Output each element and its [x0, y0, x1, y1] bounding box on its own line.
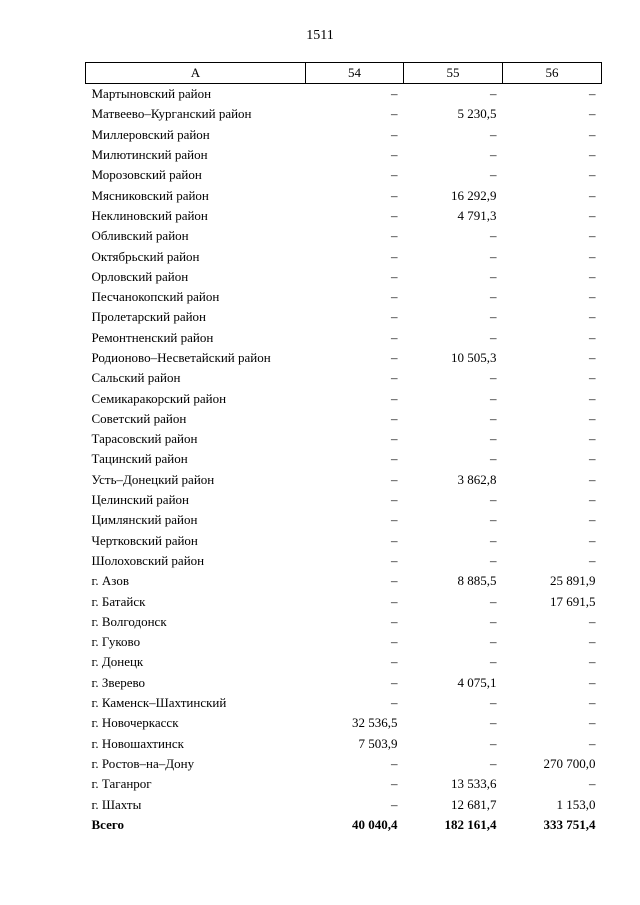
value-cell: – — [589, 268, 596, 284]
value-cell: – — [391, 410, 398, 426]
table-body — [86, 84, 602, 835]
value-cell: – — [589, 187, 596, 203]
table-row — [86, 409, 602, 429]
table-row — [86, 267, 602, 287]
value-cell: 333 751,4 — [543, 816, 596, 832]
page-number: 1511 — [306, 28, 334, 43]
table-row — [86, 490, 602, 510]
table-row — [86, 145, 602, 165]
value-cell: – — [490, 228, 497, 244]
value-cell: – — [589, 695, 596, 711]
row-label-cell: Миллеровский район — [91, 126, 210, 142]
value-cell: – — [589, 289, 596, 305]
table-row — [86, 693, 602, 713]
value-cell: – — [490, 451, 497, 467]
row-label-cell: Милютинский район — [91, 147, 208, 163]
value-cell: – — [589, 309, 596, 325]
table-row — [86, 734, 602, 754]
value-cell: 270 700,0 — [543, 755, 596, 771]
value-cell: – — [490, 593, 497, 609]
value-cell: – — [490, 695, 497, 711]
value-cell: – — [391, 329, 398, 345]
value-cell: – — [391, 654, 398, 670]
table-row — [86, 206, 602, 226]
table-header-row — [86, 63, 602, 84]
row-label-cell: Всего — [91, 816, 124, 832]
row-label-cell: Обливский район — [91, 228, 189, 244]
value-cell: 4 075,1 — [457, 674, 497, 690]
value-cell: – — [589, 492, 596, 508]
table-row — [86, 328, 602, 348]
value-cell: 25 891,9 — [550, 573, 596, 589]
column-header: А — [86, 63, 306, 84]
value-cell: – — [391, 613, 398, 629]
value-cell: – — [391, 370, 398, 386]
value-cell: – — [589, 86, 596, 102]
table-row — [86, 632, 602, 652]
value-cell: – — [589, 228, 596, 244]
value-cell: – — [490, 248, 497, 264]
data-table — [85, 62, 602, 835]
row-label-cell: Шолоховский район — [91, 552, 205, 568]
value-cell: – — [589, 350, 596, 365]
value-cell: – — [589, 471, 596, 487]
table-row — [86, 551, 602, 571]
value-cell: – — [589, 776, 596, 792]
row-label-cell: Родионово–Несветайский район — [91, 350, 271, 365]
value-cell: – — [490, 492, 497, 508]
value-cell: – — [391, 268, 398, 284]
value-cell: – — [490, 147, 497, 163]
value-cell: – — [391, 674, 398, 690]
table-row — [86, 104, 602, 124]
value-cell: 5 230,5 — [457, 106, 497, 122]
value-cell: – — [490, 431, 497, 447]
row-label-cell: г. Азов — [91, 573, 129, 589]
table-row — [86, 388, 602, 408]
value-cell: – — [589, 451, 596, 467]
value-cell: 7 503,9 — [358, 735, 398, 751]
value-cell: – — [391, 776, 398, 792]
row-label-cell: Неклиновский район — [91, 207, 208, 223]
row-label-cell: Усть–Донецкий район — [91, 471, 215, 487]
row-label-cell: Пролетарский район — [91, 309, 207, 325]
value-cell: – — [589, 126, 596, 142]
value-cell: – — [589, 167, 596, 183]
column-header: 54 — [306, 63, 404, 84]
value-cell: – — [589, 613, 596, 629]
row-label-cell: г. Новошахтинск — [91, 735, 184, 751]
value-cell: – — [391, 126, 398, 142]
value-cell: – — [391, 350, 398, 365]
value-cell: – — [490, 715, 497, 731]
value-cell: 182 161,4 — [444, 816, 497, 832]
value-cell: – — [589, 248, 596, 264]
row-label-cell: г. Каменск–Шахтинский — [91, 695, 227, 711]
table-row — [86, 774, 602, 794]
value-cell: – — [490, 512, 497, 528]
row-label-cell: г. Зверево — [91, 674, 146, 690]
row-label-cell: Чертковский район — [91, 532, 198, 548]
value-cell: – — [391, 471, 398, 487]
table-row — [86, 246, 602, 266]
value-cell: 10 505,3 — [451, 350, 497, 365]
table-row — [86, 348, 602, 368]
value-cell: – — [490, 755, 497, 771]
value-cell: – — [490, 329, 497, 345]
value-cell: – — [490, 268, 497, 284]
value-cell: – — [589, 147, 596, 163]
value-cell: – — [391, 532, 398, 548]
value-cell: – — [391, 147, 398, 163]
value-cell: – — [490, 735, 497, 751]
value-cell: – — [589, 329, 596, 345]
table-row — [86, 754, 602, 774]
value-cell: – — [391, 390, 398, 406]
value-cell: – — [589, 390, 596, 406]
table-total-row — [86, 815, 602, 835]
value-cell: – — [490, 410, 497, 426]
value-cell: – — [391, 228, 398, 244]
table-row — [86, 165, 602, 185]
table-row — [86, 612, 602, 632]
table-row — [86, 470, 602, 490]
value-cell: – — [589, 735, 596, 751]
value-cell: – — [589, 370, 596, 386]
table-row — [86, 226, 602, 246]
value-cell: – — [490, 309, 497, 325]
value-cell: 1 153,0 — [556, 796, 596, 812]
value-cell: – — [391, 755, 398, 771]
table-row — [86, 287, 602, 307]
row-label-cell: Песчанокопский район — [91, 289, 220, 305]
row-label-cell: Ремонтненский район — [91, 329, 214, 345]
value-cell: – — [391, 431, 398, 447]
row-label-cell: г. Гуково — [91, 634, 141, 650]
column-header: 56 — [503, 63, 602, 84]
value-cell: – — [490, 532, 497, 548]
value-cell: 16 292,9 — [451, 187, 497, 203]
row-label-cell: Октябрьский район — [91, 248, 200, 264]
value-cell: – — [589, 532, 596, 548]
value-cell: – — [490, 86, 497, 102]
value-cell: 40 040,4 — [352, 816, 398, 832]
row-label-cell: Тарасовский район — [91, 431, 198, 447]
value-cell: – — [490, 370, 497, 386]
value-cell: – — [391, 86, 398, 102]
row-label-cell: Мартыновский район — [91, 86, 212, 102]
value-cell: – — [589, 552, 596, 568]
row-label-cell: г. Таганрог — [91, 776, 152, 792]
column-header: 55 — [404, 63, 503, 84]
value-cell: – — [589, 634, 596, 650]
value-cell: – — [589, 715, 596, 731]
table-row — [86, 713, 602, 733]
row-label-cell: г. Волгодонск — [91, 613, 167, 629]
table-row — [86, 185, 602, 205]
row-label-cell: Целинский район — [91, 492, 189, 508]
row-label-cell: Орловский район — [91, 268, 189, 284]
value-cell: 17 691,5 — [550, 593, 596, 609]
value-cell: – — [589, 431, 596, 447]
value-cell: – — [490, 167, 497, 183]
row-label-cell: Сальский район — [91, 370, 181, 386]
table-row — [86, 571, 602, 591]
value-cell: – — [391, 289, 398, 305]
table-row — [86, 510, 602, 530]
value-cell: – — [391, 309, 398, 325]
value-cell: – — [490, 634, 497, 650]
value-cell: – — [490, 552, 497, 568]
value-cell: – — [391, 187, 398, 203]
table-row — [86, 673, 602, 693]
table-row — [86, 591, 602, 611]
value-cell: – — [391, 634, 398, 650]
value-cell: – — [589, 410, 596, 426]
row-label-cell: г. Донецк — [91, 654, 144, 670]
row-label-cell: Семикаракорский район — [91, 390, 227, 406]
row-label-cell: Морозовский район — [91, 167, 202, 183]
row-label-cell: г. Ростов–на–Дону — [91, 755, 195, 771]
value-cell: – — [589, 674, 596, 690]
value-cell: – — [391, 573, 398, 589]
table-row — [86, 794, 602, 814]
row-label-cell: Матвеево–Курганский район — [91, 106, 252, 122]
value-cell: – — [391, 451, 398, 467]
value-cell: – — [490, 390, 497, 406]
table-row — [86, 368, 602, 388]
row-label-cell: г. Батайск — [91, 593, 146, 609]
row-label-cell: Цимлянский район — [91, 512, 198, 528]
value-cell: – — [589, 207, 596, 223]
value-cell: 32 536,5 — [352, 715, 398, 731]
table-row — [86, 652, 602, 672]
value-cell: 12 681,7 — [451, 796, 497, 812]
table-row — [86, 531, 602, 551]
value-cell: – — [589, 512, 596, 528]
value-cell: 3 862,8 — [457, 471, 497, 487]
row-label-cell: г. Шахты — [91, 796, 142, 812]
row-label-cell: Советский район — [91, 410, 187, 426]
value-cell: – — [391, 167, 398, 183]
value-cell: – — [391, 695, 398, 711]
value-cell: – — [490, 126, 497, 142]
value-cell: – — [391, 512, 398, 528]
value-cell: – — [490, 613, 497, 629]
value-cell: – — [391, 207, 398, 223]
value-cell: 4 791,3 — [457, 207, 497, 223]
row-label-cell: Мясниковский район — [91, 187, 209, 203]
value-cell: 13 533,6 — [451, 776, 497, 792]
value-cell: – — [391, 492, 398, 508]
row-label-cell: Тацинский район — [91, 451, 188, 467]
value-cell: – — [391, 552, 398, 568]
value-cell: – — [391, 248, 398, 264]
table-row — [86, 449, 602, 469]
value-cell: – — [391, 796, 398, 812]
value-cell: – — [490, 289, 497, 305]
table-row — [86, 429, 602, 449]
table-row — [86, 125, 602, 145]
value-cell: – — [589, 106, 596, 122]
value-cell: – — [391, 106, 398, 122]
value-cell: 8 885,5 — [457, 573, 497, 589]
value-cell: – — [589, 654, 596, 670]
value-cell: – — [490, 654, 497, 670]
row-label-cell: г. Новочеркасск — [91, 715, 179, 731]
table-row — [86, 84, 602, 105]
value-cell: – — [391, 593, 398, 609]
table-row — [86, 307, 602, 327]
